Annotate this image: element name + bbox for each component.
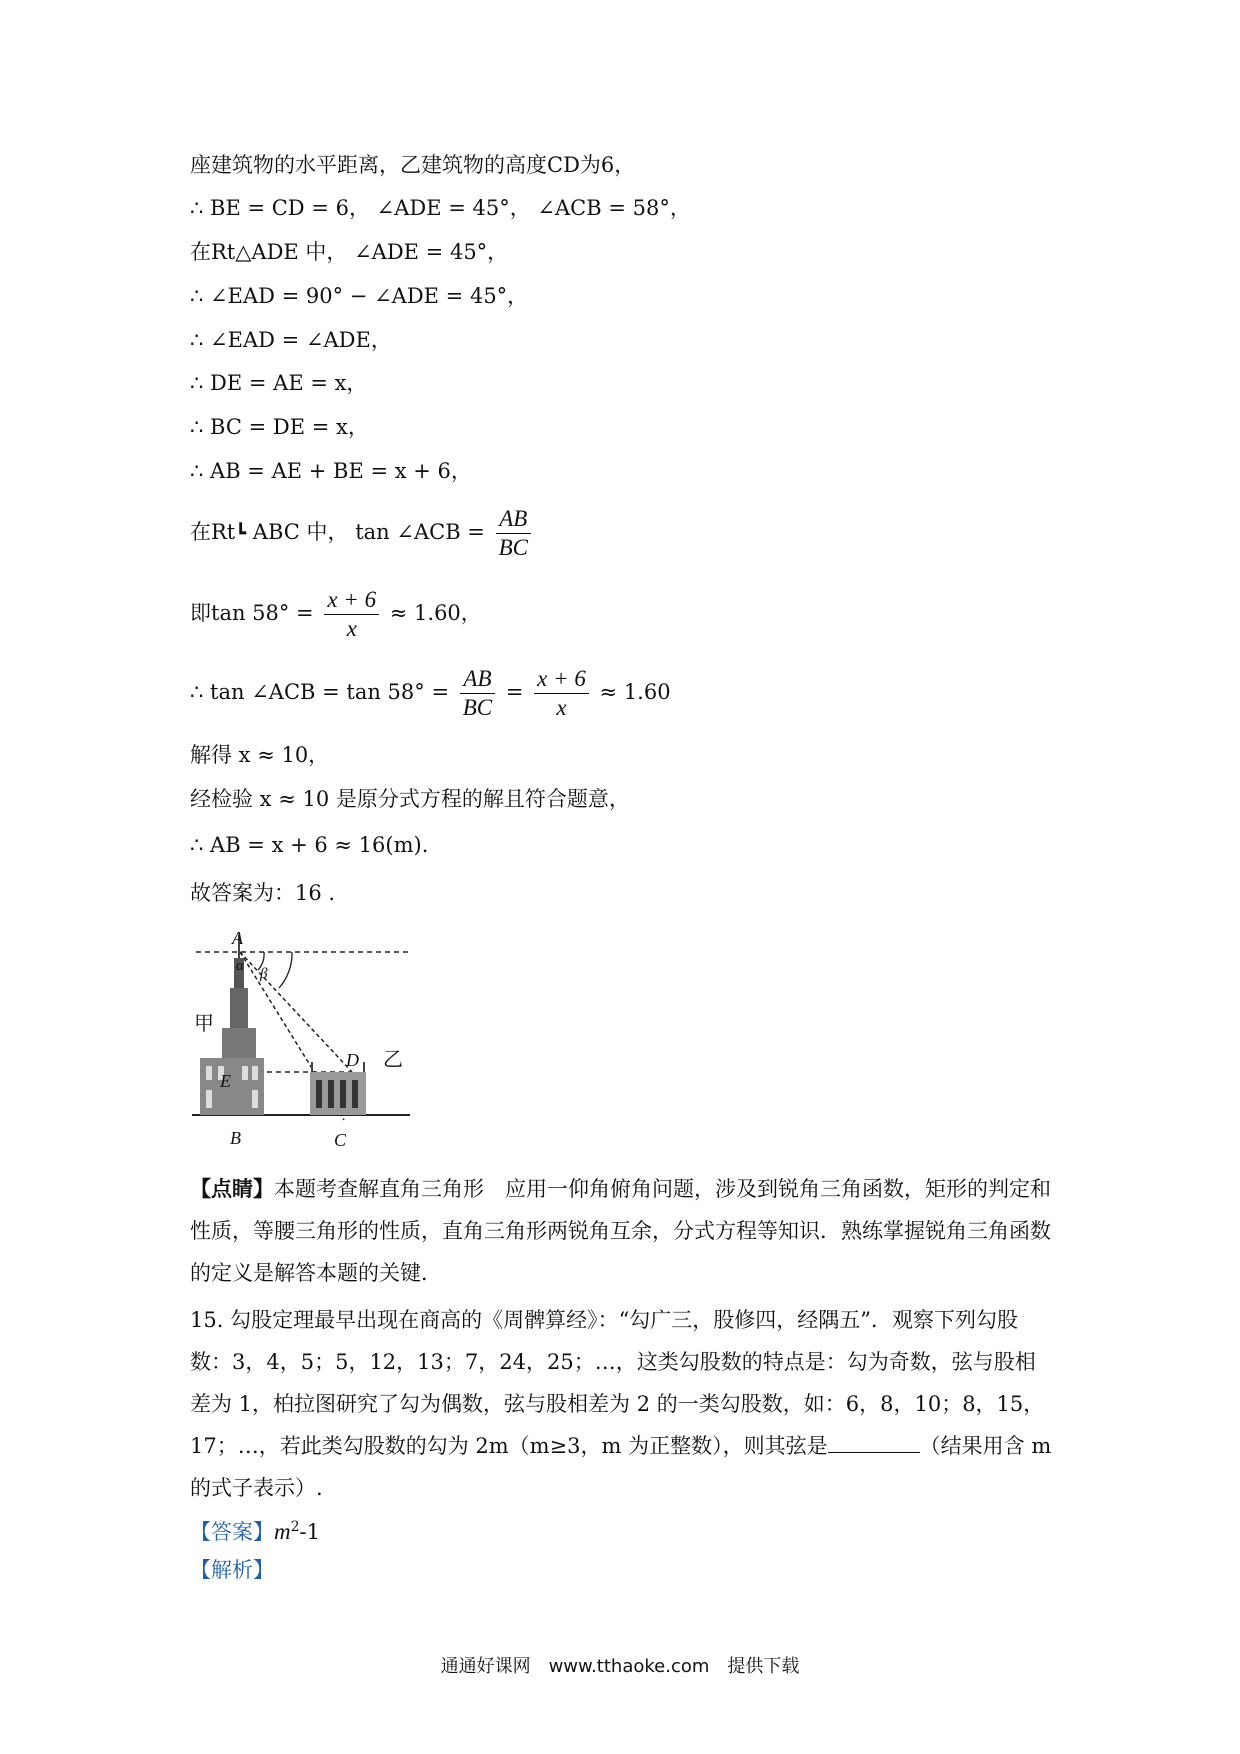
- answer-tag: 【答案】: [190, 1520, 274, 1544]
- label-alpha: α: [236, 958, 244, 974]
- solution-line-14: ∴ AB = x + 6 ≈ 16(m).: [190, 833, 429, 857]
- solution-line-8: ∴ AB = AE + BE = x + 6，: [190, 459, 472, 483]
- analysis-line: [190, 1555, 274, 1585]
- fraction-numerator: AB: [460, 665, 495, 694]
- angle-beta-arc: [279, 952, 292, 988]
- solution-line-4: ∴ ∠EAD = 90° − ∠ADE = 45°，: [190, 284, 529, 308]
- line10-prefix: 即tan 58° =: [190, 601, 314, 625]
- fraction-denominator: x: [556, 695, 567, 720]
- label-jia: 甲: [194, 1011, 214, 1035]
- problem-15: [190, 1299, 1052, 1509]
- label-c: C: [334, 1130, 347, 1150]
- fraction-denominator: BC: [462, 695, 493, 720]
- problem-15-tail: （结果用含 m 的式子表示）.: [190, 1434, 1052, 1500]
- line11-prefix: ∴ tan ∠ACB = tan 58° =: [190, 680, 450, 704]
- solution-line-10: [190, 583, 482, 643]
- geometry-figure: [192, 930, 432, 1155]
- label-e: E: [220, 1071, 231, 1091]
- answer-line: [190, 1512, 320, 1547]
- solution-line-3: 在Rt△ADE 中， ∠ADE = 45°，: [190, 240, 509, 264]
- fraction-x6-over-x: [324, 586, 379, 643]
- solution-line-2: ∴ BE = CD = 6， ∠ADE = 45°， ∠ACB = 58°，: [190, 196, 691, 220]
- label-b: B: [230, 1128, 241, 1148]
- line10-suffix: ≈ 1.60，: [389, 601, 482, 625]
- answer-blank: [828, 1430, 920, 1453]
- page-footer: 通通好课网 www.tthaoke.com 提供下载: [440, 1656, 800, 1677]
- dianjing-paragraph: [190, 1168, 1052, 1294]
- analysis-tag: 【解析】: [190, 1558, 274, 1582]
- dianjing-text: 本题考查解直角三角形 应用一仰角俯角问题，涉及到锐角三角函数，矩形的判定和性质，等腰三角形的性质，直角三角形两锐角互余，分式方程等知识．熟练掌握锐角三角函数的定义是解答本题的关键．: [190, 1177, 1051, 1285]
- rt-symbol: ┗: [235, 523, 247, 544]
- line9-mid: ABC 中， tan ∠ACB =: [252, 520, 485, 544]
- solution-line-15: 故答案为：16 .: [190, 881, 336, 905]
- label-beta: β: [260, 966, 268, 982]
- solution-line-1: 座建筑物的水平距离，乙建筑物的高度CD为6，: [190, 153, 636, 177]
- fraction-numerator: x + 6: [324, 586, 379, 615]
- fraction-numerator: x + 6: [534, 665, 589, 694]
- problem-15-text: 15. 勾股定理最早出现在商高的《周髀算经》：“勾广三，股修四，经隅五”．观察下列勾股数：3，4，5；5，12，13；7，24，25；…，这类勾股数的特点是：勾为奇数，弦与股相差为 1，柏拉图研究了勾为偶数，弦与股相差为 2 的一类勾股数，如：6，8，10；8，15，17；…，若此类勾股数的勾为 2m（m≥3，m 为正整数），则其弦是: [190, 1308, 1045, 1458]
- solution-line-13: 经检验 x ≈ 10 是原分式方程的解且符合题意，: [190, 787, 630, 811]
- solution-line-11: [190, 662, 671, 722]
- solution-line-6: ∴ DE = AE = x，: [190, 371, 368, 395]
- answer-base: m: [274, 1519, 291, 1544]
- answer-exponent: 2: [290, 1519, 300, 1535]
- solution-line-5: ∴ ∠EAD = ∠ADE，: [190, 328, 392, 352]
- equals-sign: =: [505, 680, 524, 704]
- label-d: D: [346, 1050, 359, 1070]
- solution-line-9: [190, 502, 535, 564]
- solution-line-7: ∴ BC = DE = x，: [190, 415, 369, 439]
- label-yi: 乙: [383, 1047, 403, 1071]
- fraction-x6-over-x: [534, 665, 589, 722]
- label-a: A: [232, 930, 243, 948]
- fraction-ab-over-bc: [496, 505, 531, 562]
- dianjing-tag: 【点睛】: [190, 1176, 274, 1201]
- fraction-denominator: x: [346, 616, 357, 641]
- fraction-numerator: AB: [496, 505, 531, 534]
- ad-dashed-line: [240, 952, 352, 1072]
- fraction-ab-over-bc: [460, 665, 495, 722]
- solution-line-12: 解得 x ≈ 10，: [190, 743, 330, 767]
- fraction-denominator: BC: [498, 535, 528, 560]
- line9-prefix: 在Rt: [190, 520, 236, 544]
- line11-suffix: ≈ 1.60: [599, 680, 671, 704]
- answer-tail: -1: [299, 1520, 321, 1544]
